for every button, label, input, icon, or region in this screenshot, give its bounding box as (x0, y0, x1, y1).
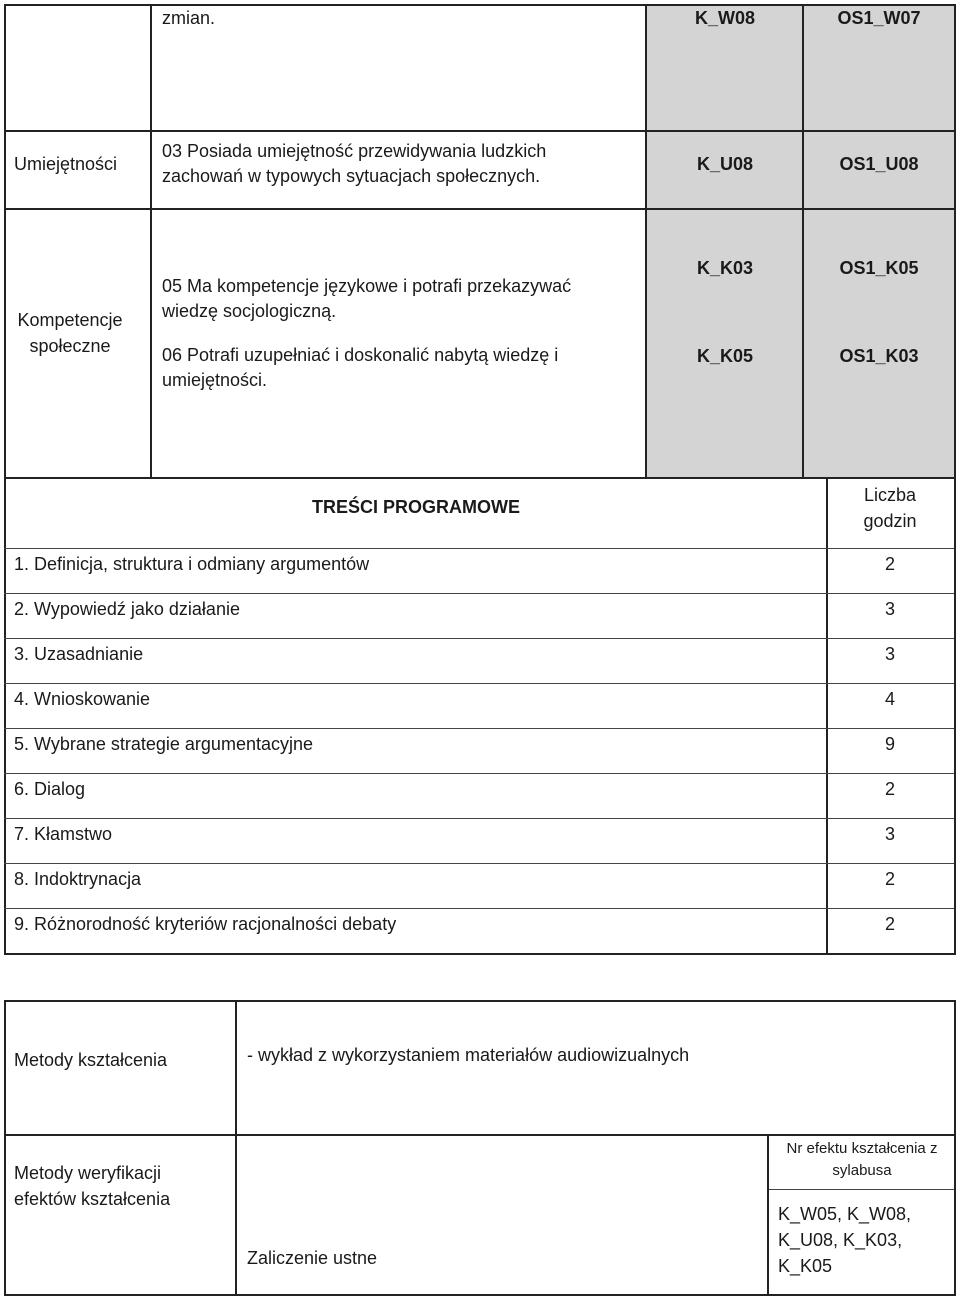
outcome-code-os: OS1_U08 (839, 154, 919, 174)
program-topic: 9. Różnorodność kryteriów racjonalności debaty (14, 914, 397, 934)
row-divider (4, 773, 954, 774)
codes-k-column-bg (647, 4, 803, 478)
outcome-code-k: K_K03 (696, 258, 754, 278)
program-hours: 3 (885, 824, 896, 844)
outcome-description-line: zachowań w typowych sytuacjach społecznych. (162, 166, 541, 186)
methods-table (0, 996, 960, 1299)
row-divider (4, 818, 954, 819)
outcome-description-line: wiedzę socjologiczną. (162, 301, 337, 321)
outcome-description-line: umiejętności. (162, 370, 268, 390)
row-divider (4, 683, 954, 684)
outcome-number-header: Nr efektu kształcenia z sylabusa (786, 1140, 938, 1179)
row-divider (4, 908, 954, 909)
program-hours: 3 (885, 644, 896, 664)
outcome-code-k: K_W08 (694, 8, 756, 28)
outcome-category: Kompetencje społeczne (17, 310, 123, 356)
program-hours: 4 (885, 689, 896, 709)
program-topic: 6. Dialog (14, 779, 86, 799)
program-topic: 7. Kłamstwo (14, 824, 113, 844)
teaching-methods-label: Metody kształcenia (14, 1050, 168, 1070)
outcome-description-line: 03 Posiada umiejętność przewidywania ludzkich (162, 141, 547, 161)
row-divider (4, 593, 954, 594)
program-hours: 9 (885, 734, 896, 754)
program-hours: 2 (885, 779, 896, 799)
program-hours: 2 (885, 914, 896, 934)
outcome-code-k: K_U08 (696, 154, 754, 174)
program-topic: 2. Wypowiedź jako działanie (14, 599, 240, 619)
program-header: TREŚCI PROGRAMOWE (311, 497, 520, 517)
outcome-number-value: K_W05, K_W08, K_U08, K_K03, K_K05 (778, 1204, 912, 1276)
outcome-category: Umiejętności (14, 154, 118, 174)
teaching-methods-value: - wykład z wykorzystaniem materiałów audiowizualnych (247, 1045, 690, 1065)
program-topic: 1. Definicja, struktura i odmiany argumentów (14, 554, 370, 574)
program-topic: 5. Wybrane strategie argumentacyjne (14, 734, 313, 754)
verification-methods-value: Zaliczenie ustne (247, 1248, 378, 1268)
program-table (0, 478, 960, 958)
program-hours: 2 (885, 869, 896, 889)
program-hours: 3 (885, 599, 896, 619)
row-divider (4, 638, 954, 639)
row-divider (4, 728, 954, 729)
program-topic: 4. Wnioskowanie (14, 689, 151, 709)
outcome-description-line: 06 Potrafi uzupełniać i doskonalić nabytą wiedzę i (162, 345, 559, 365)
outcome-code-os: OS1_K05 (839, 258, 919, 278)
outcome-code-os: OS1_W07 (837, 8, 921, 28)
verification-methods-label: Metody weryfikacji efektów kształcenia (14, 1163, 171, 1209)
program-topic: 3. Uzasadnianie (14, 644, 144, 664)
outcome-description-line: 05 Ma kompetencje językowe i potrafi przekazywać (162, 276, 572, 296)
row-divider (4, 863, 954, 864)
outcome-description-line: zmian. (162, 8, 216, 28)
program-hours: 2 (885, 554, 896, 574)
program-topic: 8. Indoktrynacja (14, 869, 142, 889)
outcome-code-k: K_K05 (696, 346, 754, 366)
outcomes-table (0, 0, 960, 480)
codes-os-column-bg (803, 4, 955, 478)
hours-header: Liczba godzin (863, 485, 917, 531)
outcome-code-os: OS1_K03 (839, 346, 919, 366)
